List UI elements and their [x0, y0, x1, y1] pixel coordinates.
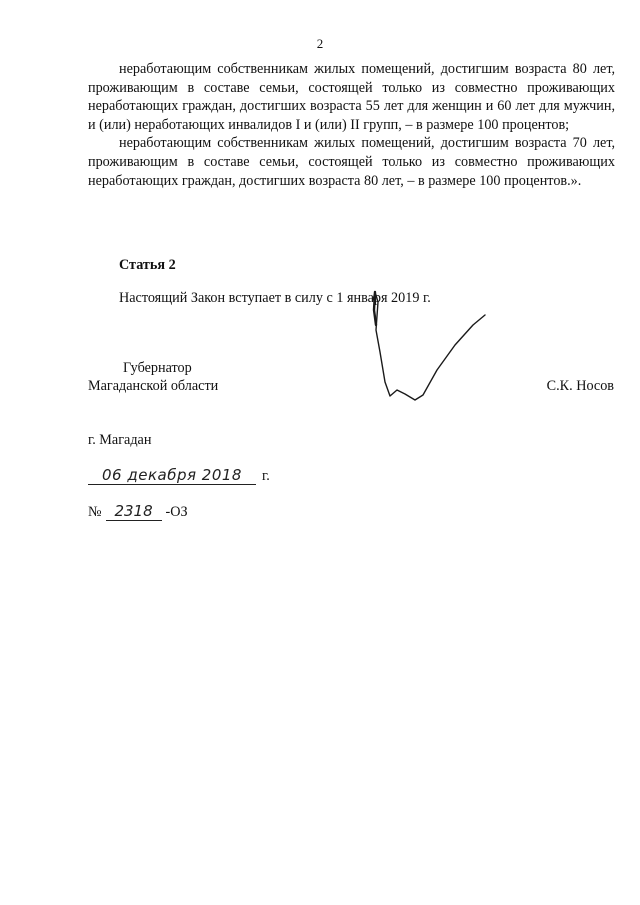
article-heading: Статья 2 [119, 257, 176, 273]
page-number: 2 [316, 36, 324, 51]
handwritten-number: 2318 [106, 502, 162, 521]
signatory-name: С.К. Носов [546, 378, 614, 394]
effective-date-text: Настоящий Закон вступает в силу с 1 января 2019 г. [119, 290, 431, 306]
paragraph-1: неработающим собственникам жилых помещений, достигшим возраста 80 лет, проживающим в составе семьи, состоящей только из совместно проживающих неработающих граждан, достигших возраста 55 лет для женщин и 60 лет для мужчин, и (или) неработающих инвалидов I и (или) II групп, – в размере 100 процентов; [88, 61, 615, 133]
paragraph-2: неработающим собственникам жилых помещений, достигшим возраста 70 лет, проживающим в составе семьи, состоящей только из совместно проживающих неработающих граждан, достигших возраста 80 лет, – в размере 100 процентов.». [88, 135, 615, 189]
number-suffix: -ОЗ [165, 504, 188, 520]
number-prefix: № [88, 504, 102, 520]
date-suffix: г. [262, 468, 270, 484]
city-name: г. Магадан [88, 432, 152, 448]
signatory-title: Губернатор [123, 360, 192, 376]
law-body-text [88, 60, 615, 190]
signatory-region: Магаданской области [88, 378, 219, 394]
signing-date [88, 466, 270, 485]
handwritten-date: 06 декабря 2018 [88, 466, 256, 485]
governor-signature [345, 290, 495, 420]
law-number [88, 502, 188, 521]
